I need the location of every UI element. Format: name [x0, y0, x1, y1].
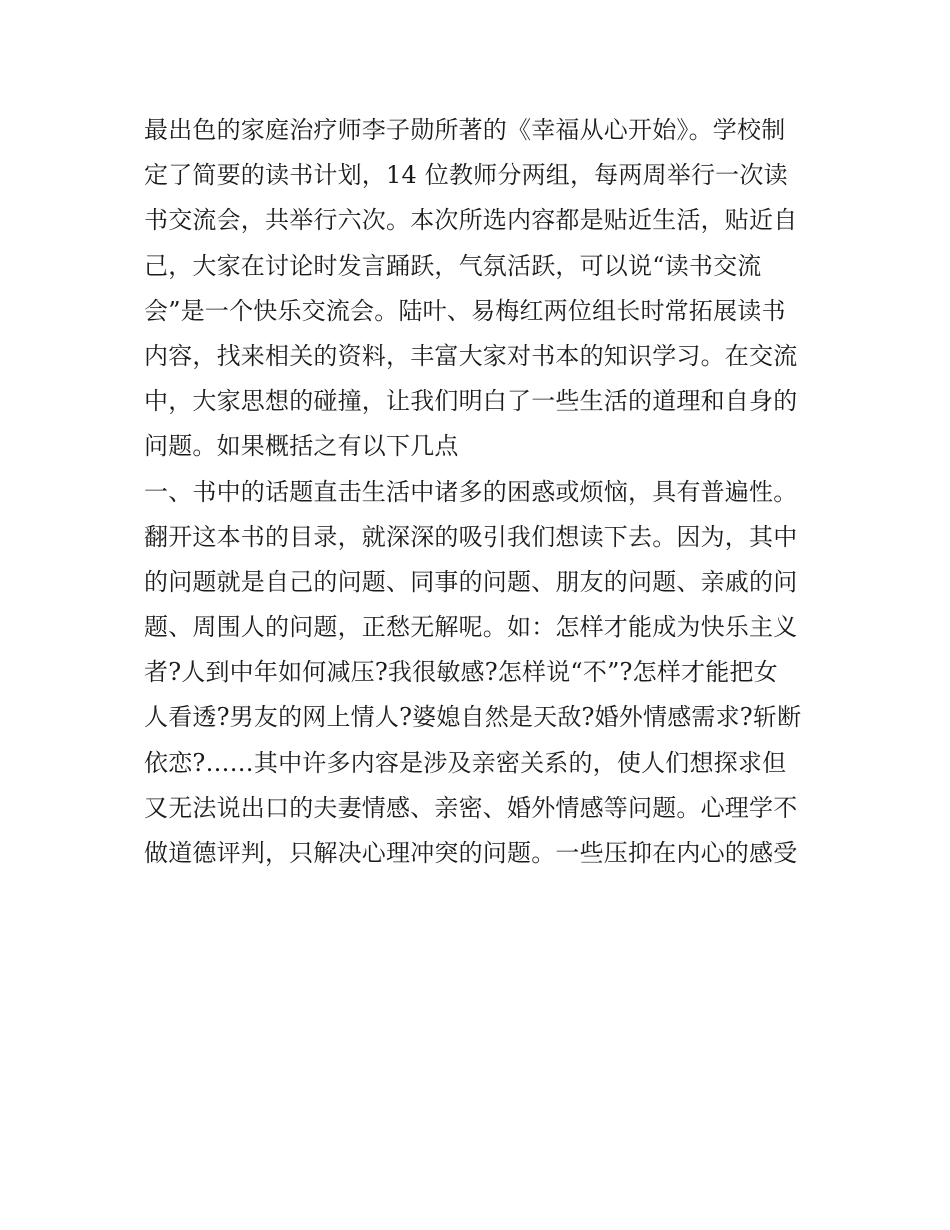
text-line: 书交流会，共举行六次。本次所选内容都是贴近生活，贴近自	[144, 206, 798, 235]
text-line: 依恋?……其中许多内容是涉及亲密关系的，使人们想探求但	[144, 748, 787, 777]
text-line: 人看透?男友的网上情人?婆媳自然是天敌?婚外情感需求?斩断	[144, 703, 802, 732]
text-line: 最出色的家庭治疗师李子勋所著的《幸福从心开始》。学校制	[144, 116, 786, 144]
text-line: 翻开这本书的目录，就深深的吸引我们想读下去。因为，其中	[144, 522, 798, 551]
text-line: 己，大家在讨论时发言踊跃，气氛活跃，可以说“读书交流	[144, 251, 762, 280]
text-line: 一、书中的话题直击生活中诸多的困惑或烦恼，具有普遍性。	[144, 477, 798, 506]
text-line: 问题。如果概括之有以下几点	[144, 432, 459, 461]
text-line: 的问题就是自己的问题、同事的问题、朋友的问题、亲戚的问	[144, 567, 798, 596]
body-text	[144, 108, 816, 876]
text-line: 中，大家思想的碰撞，让我们明白了一些生活的道理和自身的	[144, 387, 798, 416]
text-line: 者?人到中年如何减压?我很敏感?怎样说“不”?怎样才能把女	[144, 658, 778, 687]
text-line: 做道德评判，只解决心理冲突的问题。一些压抑在内心的感受	[144, 839, 798, 867]
text-line: 会”是一个快乐交流会。陆叶、易梅红两位组长时常拓展读书	[144, 296, 786, 325]
text-line: 定了简要的读书计划，14 位教师分两组，每两周举行一次读	[144, 161, 788, 190]
text-line: 又无法说出口的夫妻情感、亲密、婚外情感等问题。心理学不	[144, 793, 798, 822]
text-line: 内容，找来相关的资料，丰富大家对书本的知识学习。在交流	[144, 341, 798, 370]
text-line: 题、周围人的问题，正愁无解呢。如：怎样才能成为快乐主义	[144, 613, 798, 642]
